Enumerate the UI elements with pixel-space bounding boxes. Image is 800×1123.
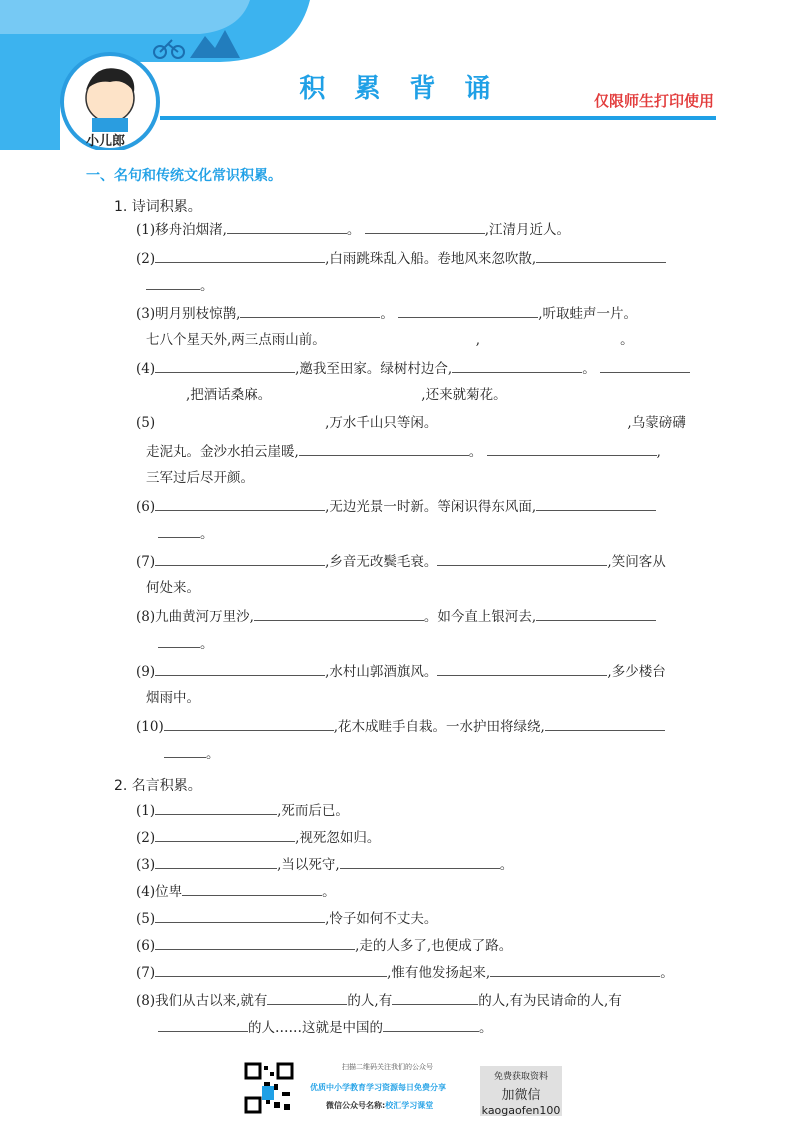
poem-line-8: (8)九曲黄河万里沙, 。如今直上银河去, bbox=[136, 606, 716, 627]
answer-blank[interactable] bbox=[164, 743, 206, 758]
quote-line-2: (2) ,视死忽如归。 bbox=[136, 827, 716, 848]
poem-line-5: (5) ,万水千山只等闲。 ,乌蒙磅礴 bbox=[136, 415, 686, 431]
answer-blank[interactable] bbox=[490, 962, 660, 977]
answer-blank[interactable] bbox=[155, 496, 325, 511]
answer-blank[interactable] bbox=[487, 441, 657, 456]
answer-blank[interactable] bbox=[299, 441, 469, 456]
quote-line-4: (4)位卑 。 bbox=[136, 881, 716, 902]
answer-blank[interactable] bbox=[146, 385, 186, 399]
answer-blank[interactable] bbox=[383, 1017, 479, 1032]
answer-blank[interactable] bbox=[600, 358, 690, 373]
answer-blank[interactable] bbox=[536, 606, 656, 621]
answer-blank[interactable] bbox=[545, 716, 665, 731]
answer-blank[interactable] bbox=[158, 1017, 248, 1032]
quote-line-3: (3) ,当以死守, 。 bbox=[136, 854, 716, 875]
quote-line-7: (7) ,惟有他发扬起来, 。 bbox=[136, 962, 716, 983]
poem-line-4b: ,把酒话桑麻。 ,还来就菊花。 bbox=[146, 385, 716, 405]
poem-line-5c: 三军过后尽开颜。 bbox=[146, 470, 254, 486]
answer-blank[interactable] bbox=[155, 551, 325, 566]
poem-line-10: (10) ,花木成畦手自栽。一水护田将绿绕, bbox=[136, 716, 716, 737]
answer-blank[interactable] bbox=[437, 413, 627, 427]
account-name: 微信公众号名称:校汇学习课堂 bbox=[326, 1101, 434, 1110]
poem-line-6b: 。 bbox=[158, 523, 716, 544]
poems-label: 1. 诗词积累。 bbox=[114, 199, 202, 215]
answer-blank[interactable] bbox=[155, 248, 325, 263]
answer-blank[interactable] bbox=[340, 854, 500, 869]
answer-blank[interactable] bbox=[365, 219, 485, 234]
answer-blank[interactable] bbox=[155, 962, 387, 977]
poem-line-1: (1)移舟泊烟渚, 。 ,江清月近人。 bbox=[136, 219, 716, 240]
poem-line-9b: 烟雨中。 bbox=[146, 690, 200, 706]
poem-line-10b: 。 bbox=[164, 743, 716, 764]
poem-line-4: (4) ,邀我至田家。绿树村边合, 。 bbox=[136, 358, 716, 379]
quotes-label: 2. 名言积累。 bbox=[114, 778, 202, 794]
answer-blank[interactable] bbox=[182, 881, 322, 896]
qr-code-icon bbox=[244, 1062, 294, 1114]
wechat-box: 免费获取资料 加微信 kaogaofen100 bbox=[480, 1066, 562, 1116]
quote-line-8b: 的人……这就是中国的 。 bbox=[158, 1017, 716, 1038]
scan-instruction: 扫描二维码关注我们的公众号 bbox=[342, 1063, 433, 1071]
section-heading: 一、名句和传统文化常识积累。 bbox=[86, 168, 282, 184]
answer-blank[interactable] bbox=[146, 275, 200, 290]
answer-blank[interactable] bbox=[155, 800, 277, 815]
answer-blank[interactable] bbox=[158, 523, 200, 538]
answer-blank[interactable] bbox=[271, 385, 421, 399]
print-restriction-label: 仅限师生打印使用 bbox=[593, 92, 714, 110]
answer-blank[interactable] bbox=[480, 330, 620, 344]
answer-blank[interactable] bbox=[326, 330, 476, 344]
answer-blank[interactable] bbox=[452, 358, 582, 373]
answer-blank[interactable] bbox=[437, 661, 607, 676]
poem-line-8b: 。 bbox=[158, 633, 716, 654]
quote-line-5: (5) ,怜子如何不丈夫。 bbox=[136, 908, 716, 929]
answer-blank[interactable] bbox=[164, 716, 334, 731]
answer-blank[interactable] bbox=[398, 303, 538, 318]
brand-label: 小儿郎 bbox=[86, 134, 126, 149]
poem-line-9: (9) ,水村山郭酒旗风。 ,多少楼台 bbox=[136, 661, 716, 682]
poem-line-3: (3)明月别枝惊鹊, 。 ,听取蛙声一片。 bbox=[136, 303, 716, 324]
answer-blank[interactable] bbox=[536, 248, 666, 263]
answer-blank[interactable] bbox=[155, 908, 325, 923]
footer bbox=[244, 1062, 564, 1118]
answer-blank[interactable] bbox=[155, 358, 295, 373]
answer-blank[interactable] bbox=[267, 990, 347, 1005]
answer-blank[interactable] bbox=[227, 219, 347, 234]
answer-blank[interactable] bbox=[392, 990, 478, 1005]
answer-blank[interactable] bbox=[155, 661, 325, 676]
answer-blank[interactable] bbox=[536, 496, 656, 511]
answer-blank[interactable] bbox=[155, 827, 295, 842]
quote-line-8: (8)我们从古以来,就有 的人,有 的人,有为民请命的人,有 bbox=[136, 990, 716, 1011]
answer-blank[interactable] bbox=[155, 935, 355, 950]
poem-line-5b: 走泥丸。金沙水拍云崖暖, 。 , bbox=[146, 441, 716, 462]
answer-blank[interactable] bbox=[158, 633, 200, 648]
poem-line-3b: 七八个星天外,两三点雨山前。 , 。 bbox=[146, 332, 634, 348]
poem-line-2: (2) ,白雨跳珠乱入船。卷地风来忽吹散, bbox=[136, 248, 716, 269]
poem-line-7: (7) ,乡音无改鬓毛衰。 ,笑问客从 bbox=[136, 551, 716, 572]
page-title: 积 累 背 诵 bbox=[299, 74, 501, 104]
poem-line-6: (6) ,无边光景一时新。等闲识得东风面, bbox=[136, 496, 716, 517]
footer-slogan: 优质中小学教育学习资源每日免费分享 bbox=[310, 1083, 446, 1092]
answer-blank[interactable] bbox=[240, 303, 380, 318]
answer-blank[interactable] bbox=[254, 606, 424, 621]
answer-blank[interactable] bbox=[155, 413, 325, 427]
poem-line-2b: 。 bbox=[146, 275, 716, 296]
quote-line-6: (6) ,走的人多了,也便成了路。 bbox=[136, 935, 716, 956]
answer-blank[interactable] bbox=[437, 551, 607, 566]
quote-line-1: (1) ,死而后已。 bbox=[136, 800, 716, 821]
poem-line-7b: 何处来。 bbox=[146, 580, 200, 596]
answer-blank[interactable] bbox=[155, 854, 277, 869]
